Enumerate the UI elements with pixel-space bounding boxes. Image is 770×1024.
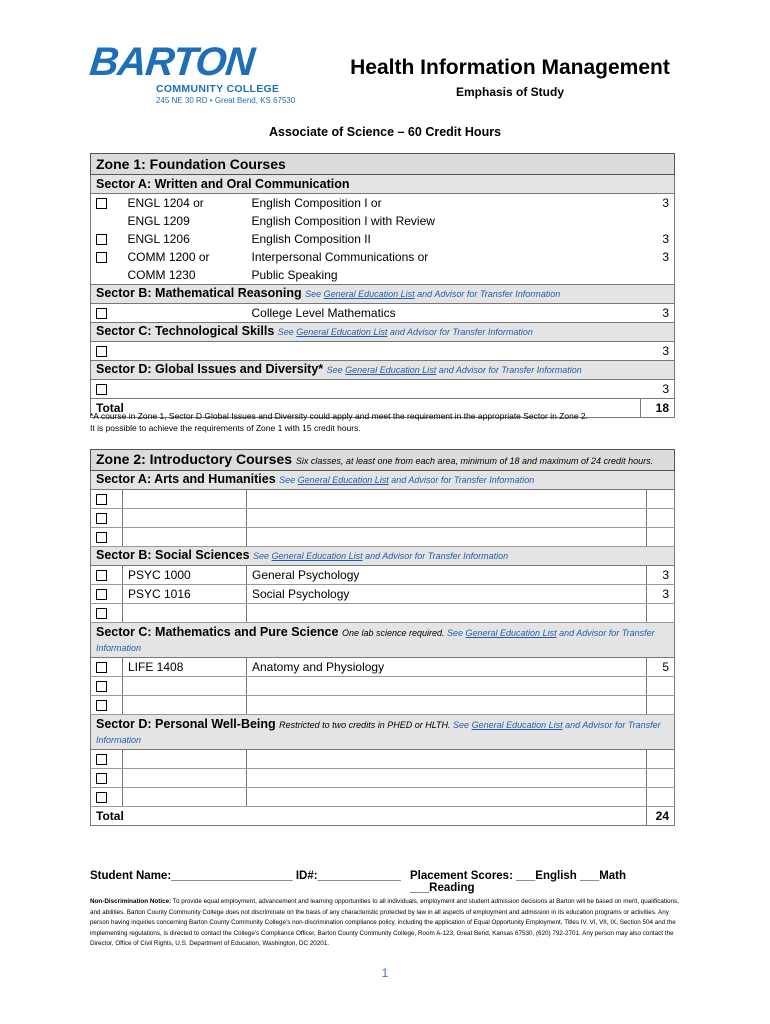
zone1-sector-c-title: Sector C: Technological Skills bbox=[96, 324, 275, 338]
table-row bbox=[91, 528, 675, 547]
student-info-line bbox=[90, 870, 680, 894]
table-row bbox=[91, 788, 675, 807]
course-credits: 3 bbox=[641, 248, 675, 266]
table-row bbox=[91, 566, 675, 585]
gen-ed-link[interactable]: General Education List bbox=[297, 475, 389, 485]
checkbox[interactable] bbox=[96, 346, 107, 357]
checkbox[interactable] bbox=[96, 662, 107, 673]
table-row bbox=[91, 677, 675, 696]
table-row bbox=[91, 696, 675, 715]
zone1-footnote: *A course in Zone 1, Sector D Global Issues and Diversity could apply and meet the requirement in the appropriate Sector in Zone 2. It is possible to achieve the requirements of Zone 1 with 15 credit hours. bbox=[90, 411, 588, 433]
zone1-sector-d-header: Sector D: Global Issues and Diversity* See General Education List and Advisor for Transfer Information bbox=[91, 361, 675, 380]
table-row bbox=[91, 509, 675, 528]
zone2-sector-b-title: Sector B: Social Sciences bbox=[96, 548, 250, 562]
zone1-table bbox=[90, 153, 675, 418]
course-name: English Composition I with Review bbox=[251, 213, 435, 228]
course-credits: 3 bbox=[641, 342, 675, 361]
course-name: Interpersonal Communications or bbox=[251, 249, 429, 264]
course-credits: 3 bbox=[641, 194, 675, 213]
page-title: Health Information Management bbox=[350, 56, 670, 79]
table-row bbox=[91, 490, 675, 509]
zone2-title: Zone 2: Introductory Courses bbox=[96, 450, 293, 467]
gen-ed-link[interactable]: General Education List bbox=[271, 551, 363, 561]
college-address: 245 NE 30 RD • Great Bend, KS 67530 bbox=[156, 96, 296, 105]
course-code: COMM 1230 bbox=[127, 267, 196, 282]
checkbox[interactable] bbox=[96, 384, 107, 395]
college-logo: BARTON bbox=[87, 40, 256, 84]
course-code: LIFE 1408 bbox=[123, 658, 247, 677]
course-name: Anatomy and Physiology bbox=[247, 658, 647, 677]
course-code: COMM 1200 or bbox=[127, 249, 210, 264]
course-name: General Psychology bbox=[247, 566, 647, 585]
zone2-sector-a-header: Sector A: Arts and Humanities See General Education List and Advisor for Transfer Information bbox=[91, 471, 675, 490]
course-code: PSYC 1016 bbox=[123, 585, 247, 604]
table-row bbox=[91, 585, 675, 604]
checkbox[interactable] bbox=[96, 608, 107, 619]
zone2-sector-b-header: Sector B: Social Sciences See General Education List and Advisor for Transfer Information bbox=[91, 547, 675, 566]
zone2-total-value: 24 bbox=[647, 807, 675, 826]
zone1-sector-c-header: Sector C: Technological Skills See General Education List and Advisor for Transfer Information bbox=[91, 323, 675, 342]
zone2-sector-d-header: Sector D: Personal Well-Being Restricted to two credits in PHED or HLTH. See General Education List and Advisor for Transfer Information bbox=[91, 715, 675, 750]
checkbox[interactable] bbox=[96, 570, 107, 581]
page-number: 1 bbox=[381, 966, 389, 980]
course-code: PSYC 1000 bbox=[123, 566, 247, 585]
checkbox[interactable] bbox=[96, 532, 107, 543]
course-credits: 3 bbox=[641, 380, 675, 399]
placement-scores-field[interactable]: Placement Scores: ___English ___Math ___Reading bbox=[410, 870, 627, 894]
checkbox[interactable] bbox=[96, 252, 107, 263]
course-credits: 3 bbox=[641, 230, 675, 248]
course-credits: 5 bbox=[647, 658, 675, 677]
checkbox[interactable] bbox=[96, 308, 107, 319]
zone1-sector-b-title: Sector B: Mathematical Reasoning bbox=[96, 286, 302, 300]
zone2-sector-a-title: Sector A: Arts and Humanities bbox=[96, 472, 276, 486]
course-credits: 3 bbox=[647, 566, 675, 585]
checkbox[interactable] bbox=[96, 234, 107, 245]
college-logo-subtitle: COMMUNITY COLLEGE bbox=[156, 83, 280, 95]
checkbox[interactable] bbox=[96, 792, 107, 803]
student-name-id-field[interactable]: Student Name:___________________ ID#:_____________ bbox=[90, 870, 401, 882]
non-discrimination-notice: Non-Discrimination Notice: To provide equal employment, advancement and learning opportunities to all individuals, employment and student admission decisions at Barton will be based on merit, qualifications, and abilities. Barton County Community College does not discriminate on the basis of any characteristic protected by law in all aspects of employment and admission in its education programs or activities. Any person having inquiries concerning Barton County Community College's non-discrimination compliance policy, including the application of Equal Opportunity Employment, Titles IV, VI, VII, IX, Section 504 and the implementing regulations, is directed to contact the College's Compliance Officer, Barton County Community College, Room A-123, Great Bend, Kansas 67530, (620) 792-2701. Any person may also contact the Director, Office of Civil Rights, U.S. Department of Education, Washington, DC 20201. bbox=[90, 898, 679, 947]
course-name: Public Speaking bbox=[251, 267, 338, 282]
checkbox[interactable] bbox=[96, 513, 107, 524]
zone2-sector-d-title: Sector D: Personal Well-Being bbox=[96, 717, 276, 731]
zone2-title-note: Six classes, at least one from each area, minimum of 18 and maximum of 24 credit hours. bbox=[295, 455, 654, 466]
zone1-sector-b-header: Sector B: Mathematical Reasoning See General Education List and Advisor for Transfer Information bbox=[91, 285, 675, 304]
degree-heading: Associate of Science – 60 Credit Hours bbox=[268, 125, 502, 139]
checkbox[interactable] bbox=[96, 589, 107, 600]
course-code: ENGL 1204 or bbox=[127, 195, 204, 210]
zone2-sector-c-header: Sector C: Mathematics and Pure Science One lab science required. See General Education List and Advisor for Transfer Information bbox=[91, 623, 675, 658]
zone2-table bbox=[90, 449, 675, 826]
course-credits: 3 bbox=[641, 304, 675, 323]
gen-ed-link[interactable]: General Education List bbox=[465, 628, 557, 638]
checkbox[interactable] bbox=[96, 700, 107, 711]
gen-ed-link[interactable]: General Education List bbox=[471, 720, 563, 730]
zone1-sector-d-title: Sector D: Global Issues and Diversity* bbox=[96, 362, 324, 376]
course-name: English Composition II bbox=[251, 231, 371, 246]
course-code: ENGL 1206 bbox=[127, 231, 190, 246]
course-name: English Composition I or bbox=[251, 195, 382, 210]
table-row bbox=[91, 750, 675, 769]
checkbox[interactable] bbox=[96, 198, 107, 209]
zone2-total-label: Total bbox=[91, 807, 647, 826]
course-credits: 3 bbox=[647, 585, 675, 604]
table-row bbox=[91, 604, 675, 623]
zone2-sector-c-title: Sector C: Mathematics and Pure Science bbox=[96, 625, 339, 639]
zone1-sector-a-title: Sector A: Written and Oral Communication bbox=[91, 175, 675, 194]
checkbox[interactable] bbox=[96, 494, 107, 505]
gen-ed-link[interactable]: General Education List bbox=[345, 365, 437, 375]
zone1-total-label: Total bbox=[91, 399, 641, 418]
gen-ed-link[interactable]: General Education List bbox=[296, 327, 388, 337]
zone1-title: Zone 1: Foundation Courses bbox=[91, 154, 675, 175]
table-row bbox=[91, 769, 675, 788]
course-name: Social Psychology bbox=[247, 585, 647, 604]
zone1-total-value: 18 bbox=[641, 399, 675, 418]
page-subtitle: Emphasis of Study bbox=[455, 85, 565, 99]
checkbox[interactable] bbox=[96, 773, 107, 784]
zone2-header bbox=[91, 450, 675, 471]
table-row bbox=[91, 658, 675, 677]
checkbox[interactable] bbox=[96, 681, 107, 692]
course-code: ENGL 1209 bbox=[127, 213, 190, 228]
checkbox[interactable] bbox=[96, 754, 107, 765]
gen-ed-link[interactable]: General Education List bbox=[323, 289, 415, 299]
course-name: College Level Mathematics bbox=[251, 305, 396, 320]
